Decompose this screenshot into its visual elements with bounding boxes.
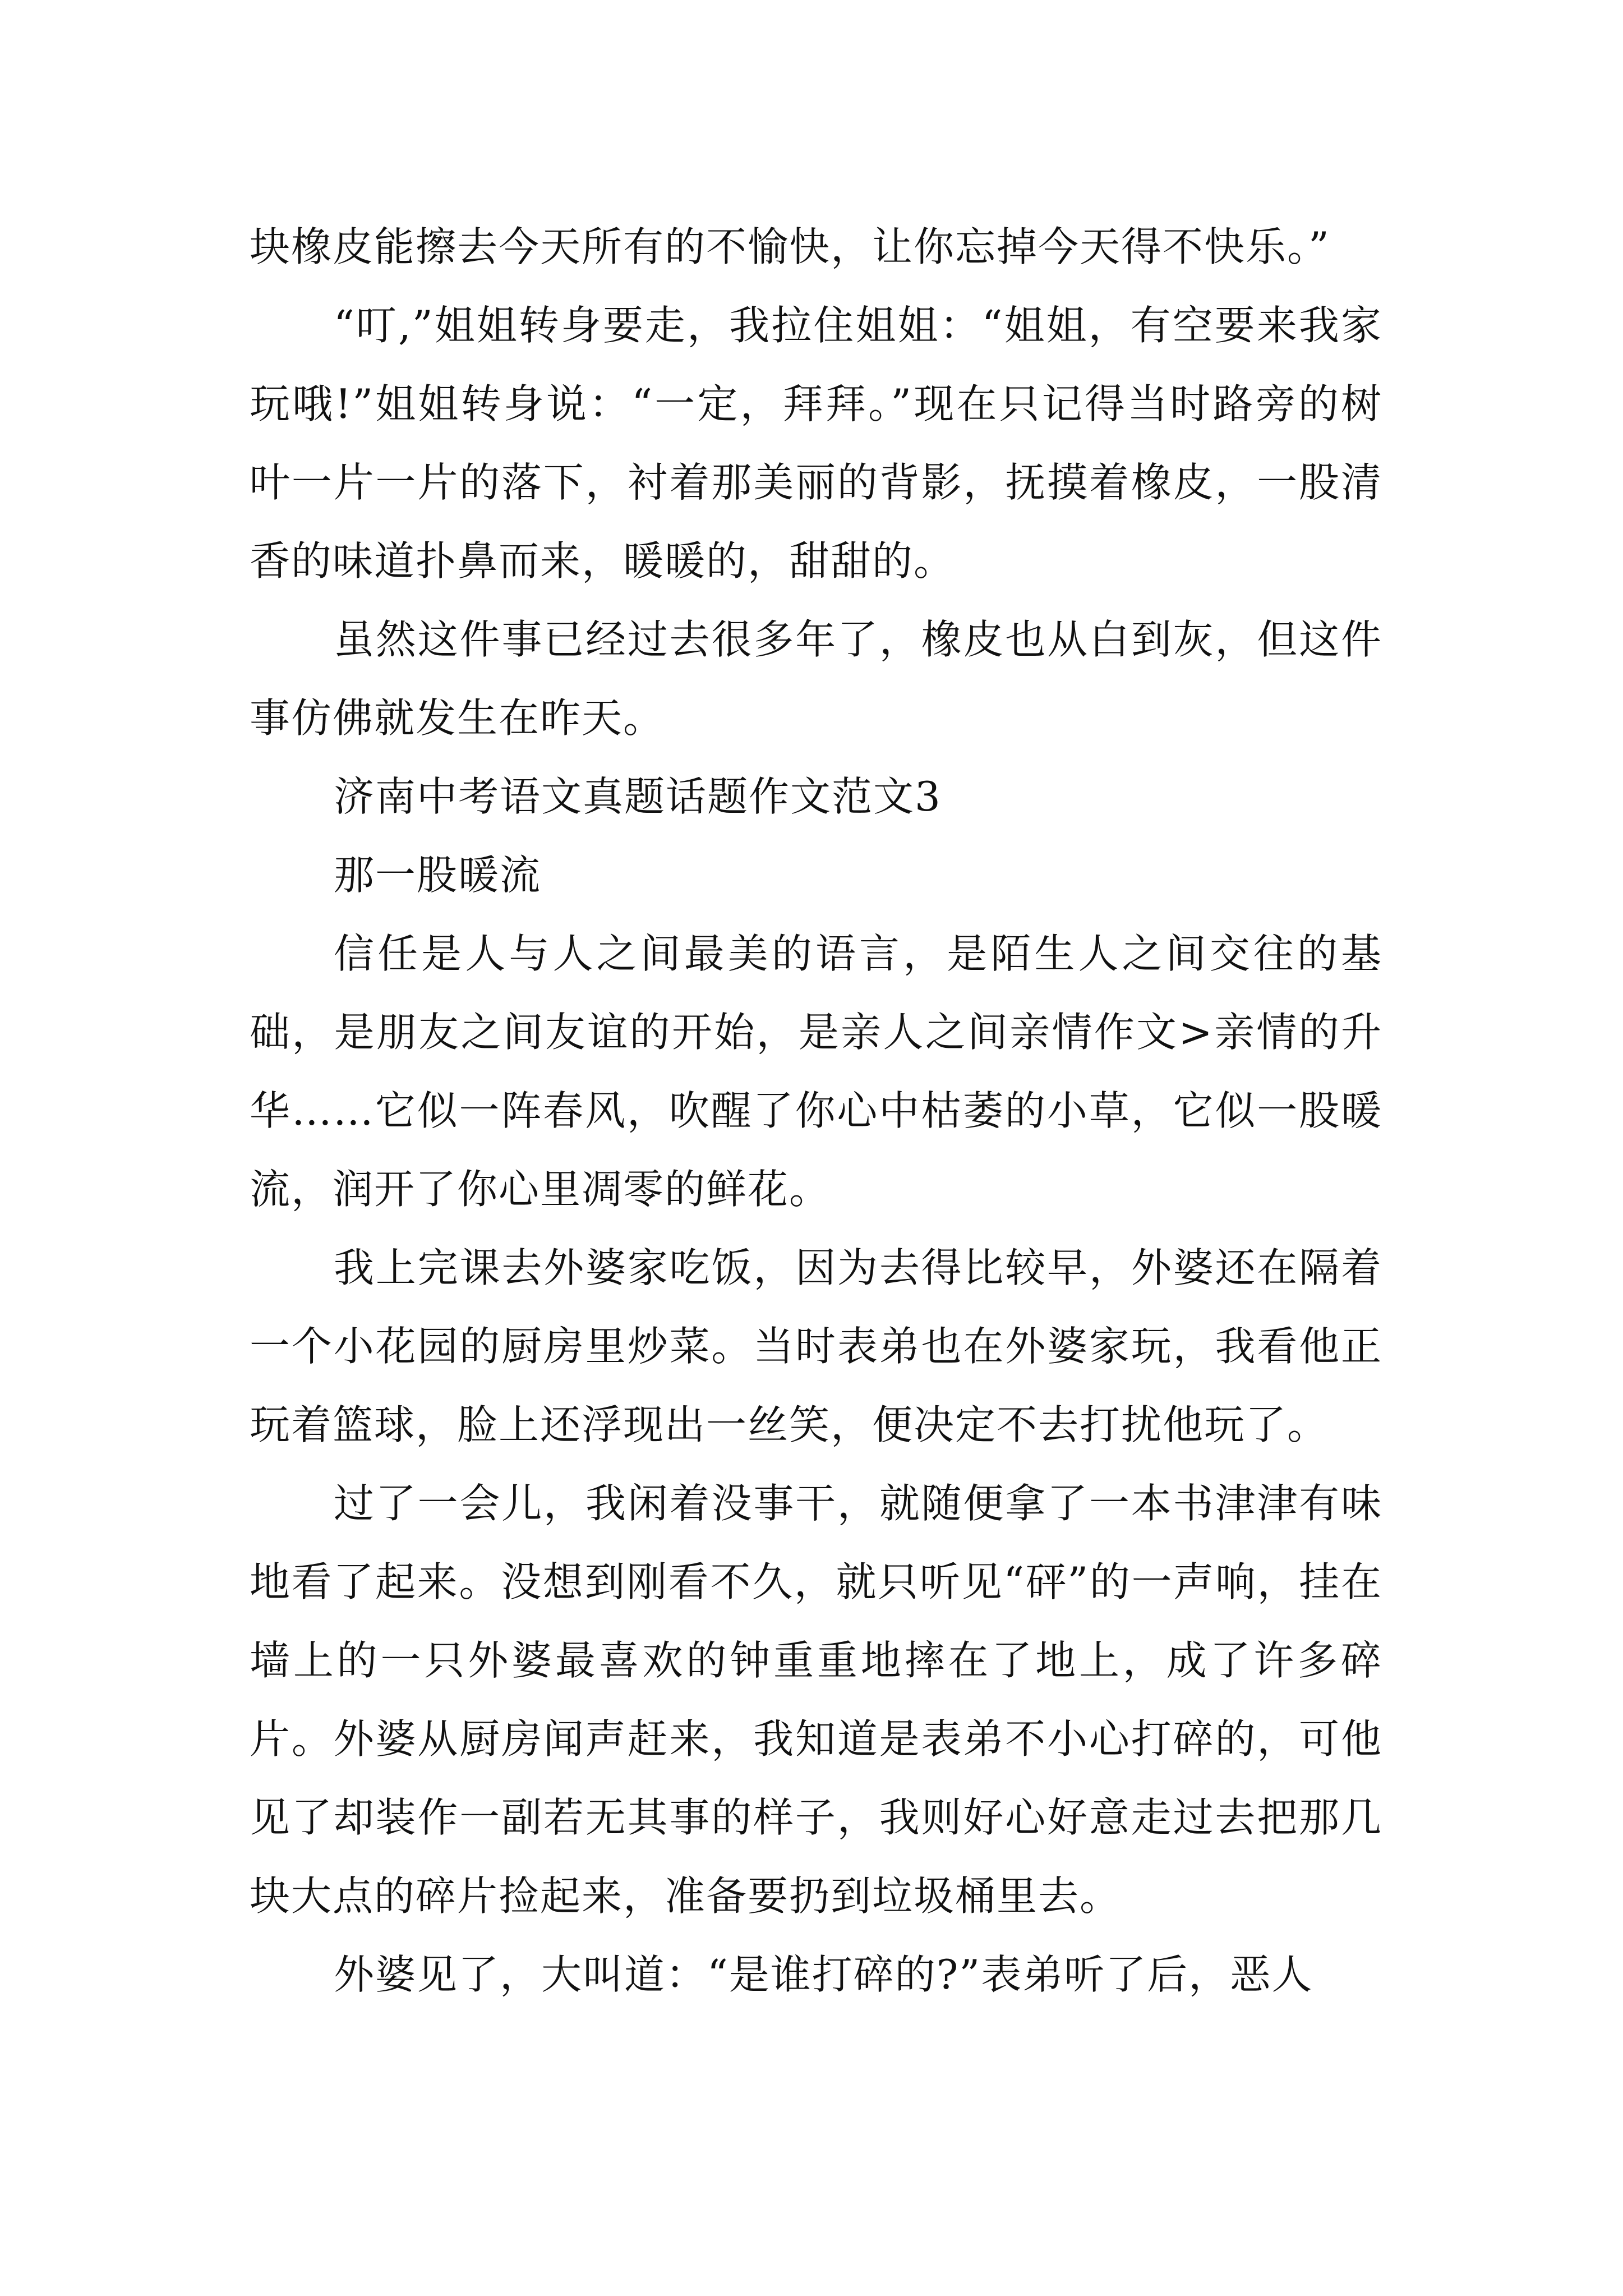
paragraph-sister-farewell: “叮,”姐姐转身要走，我拉住姐姐：“姐姐，有空要来我家玩哦!”姐姐转身说：“一定，拜拜。”现在只记得当时路旁的树叶一片一片的落下，衬着那美丽的背影，抚摸着橡皮，一股清香的味道扑鼻而来，暖暖的，甜甜的。 <box>250 302 1382 585</box>
section-heading: 济南中考语文真题话题作文范文3 <box>334 773 942 820</box>
paragraph-grandma-house: 我上完课去外婆家吃饭，因为去得比较早，外婆还在隔着一个小花园的厨房里炒菜。当时表弟也在外婆家玩，我看他正玩着篮球，脸上还浮现出一丝笑，便决定不去打扰他玩了。 <box>250 1244 1382 1448</box>
paragraph-eraser-ending: 块橡皮能擦去今天所有的不愉快，让你忘掉今天得不快乐。” <box>250 223 1330 270</box>
document-body <box>250 208 1382 2014</box>
paragraph-grandma-asks: 外婆见了，大叫道：“是谁打碎的?”表弟听了后，恶人 <box>334 1951 1313 1998</box>
essay-title: 那一股暖流 <box>334 852 542 899</box>
paragraph-clock-broken: 过了一会儿，我闲着没事干，就随便拿了一本书津津有味地看了起来。没想到刚看不久，就只听见“砰”的一声响，挂在墙上的一只外婆最喜欢的钟重重地摔在了地上，成了许多碎片。外婆从厨房闻声赶来，我知道是表弟不小心打碎的，可他见了却装作一副若无其事的样子，我则好心好意走过去把那几块大点的碎片捡起来，准备要扔到垃圾桶里去。 <box>250 1480 1382 1920</box>
paragraph-memory: 虽然这件事已经过去很多年了，橡皮也从白到灰，但这件事仿佛就发生在昨天。 <box>250 616 1382 742</box>
paragraph-trust-intro: 信任是人与人之间最美的语言，是陌生人之间交往的基础，是朋友之间友谊的开始，是亲人之间亲情作文>亲情的升华……它似一阵春风，吹醒了你心中枯萎的小草，它似一股暖流，润开了你心里凋零的鲜花。 <box>250 930 1382 1213</box>
